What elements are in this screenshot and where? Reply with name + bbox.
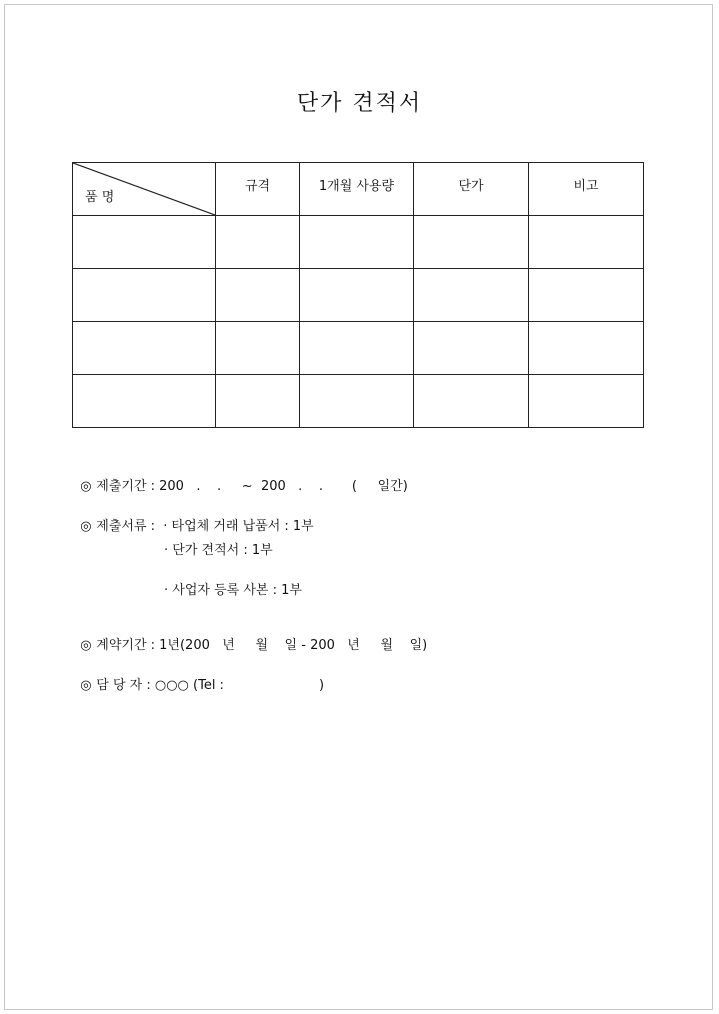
column-monthly-usage-label: 1개월 사용량: [318, 178, 395, 194]
column-header: [529, 163, 644, 216]
quote-table: [72, 162, 644, 428]
table-cell: [216, 269, 300, 322]
contract-period-text: 계약기간 : 1년(200 년 월 일 - 200 년 월 일): [96, 638, 428, 653]
table-cell: [414, 269, 529, 322]
table-cell: [414, 375, 529, 428]
table-header-row: [73, 163, 644, 216]
table-cell: [300, 269, 414, 322]
table-cell: [216, 375, 300, 428]
table-row: [73, 322, 644, 375]
table-cell: [216, 216, 300, 269]
table-cell: [73, 269, 216, 322]
table-cell: [300, 375, 414, 428]
document-title: 단가 견적서: [296, 91, 423, 116]
bullet-mark: ◎: [80, 638, 92, 653]
contract-period-line: [72, 619, 427, 653]
table-cell: [529, 375, 644, 428]
submission-docs-text: 제출서류 : · 타업체 거래 납품서 : 1부: [96, 519, 314, 534]
table-cell: [73, 375, 216, 428]
column-header: [300, 163, 414, 216]
column-remarks-label: 비고: [573, 178, 599, 194]
bullet-mark: ◎: [80, 479, 92, 494]
column-spec-label: 규격: [244, 178, 271, 194]
table-cell: [73, 322, 216, 375]
column-header: [414, 163, 529, 216]
bullet-mark: ◎: [80, 678, 92, 693]
doc-item-quote: · 단가 견적서 : 1부: [164, 543, 273, 558]
doc-item-business-registration: · 사업자 등록 사본 : 1부: [164, 583, 302, 598]
submission-period-text: 제출기간 : 200 . . ~ 200 . . ( 일간): [96, 479, 408, 494]
table-cell: [300, 322, 414, 375]
column-unit-price-label: 단가: [458, 178, 484, 194]
table-cell: [300, 216, 414, 269]
table-row: [73, 375, 644, 428]
contact-person-line: [72, 659, 324, 693]
submission-docs-line: [72, 500, 314, 534]
item-name-header: [73, 163, 216, 216]
table-cell: [414, 322, 529, 375]
table-cell: [216, 322, 300, 375]
table-row: [73, 216, 644, 269]
table-row: [73, 269, 644, 322]
contact-person-text: 담 당 자 : ○○○ (Tel : ): [96, 678, 325, 693]
submission-period-line: [72, 460, 408, 494]
table-cell: [529, 269, 644, 322]
column-header: [216, 163, 300, 216]
table-cell: [73, 216, 216, 269]
table-cell: [529, 322, 644, 375]
table-cell: [414, 216, 529, 269]
table-cell: [529, 216, 644, 269]
bullet-mark: ◎: [80, 519, 92, 534]
item-name-label: 품 명: [85, 190, 115, 205]
